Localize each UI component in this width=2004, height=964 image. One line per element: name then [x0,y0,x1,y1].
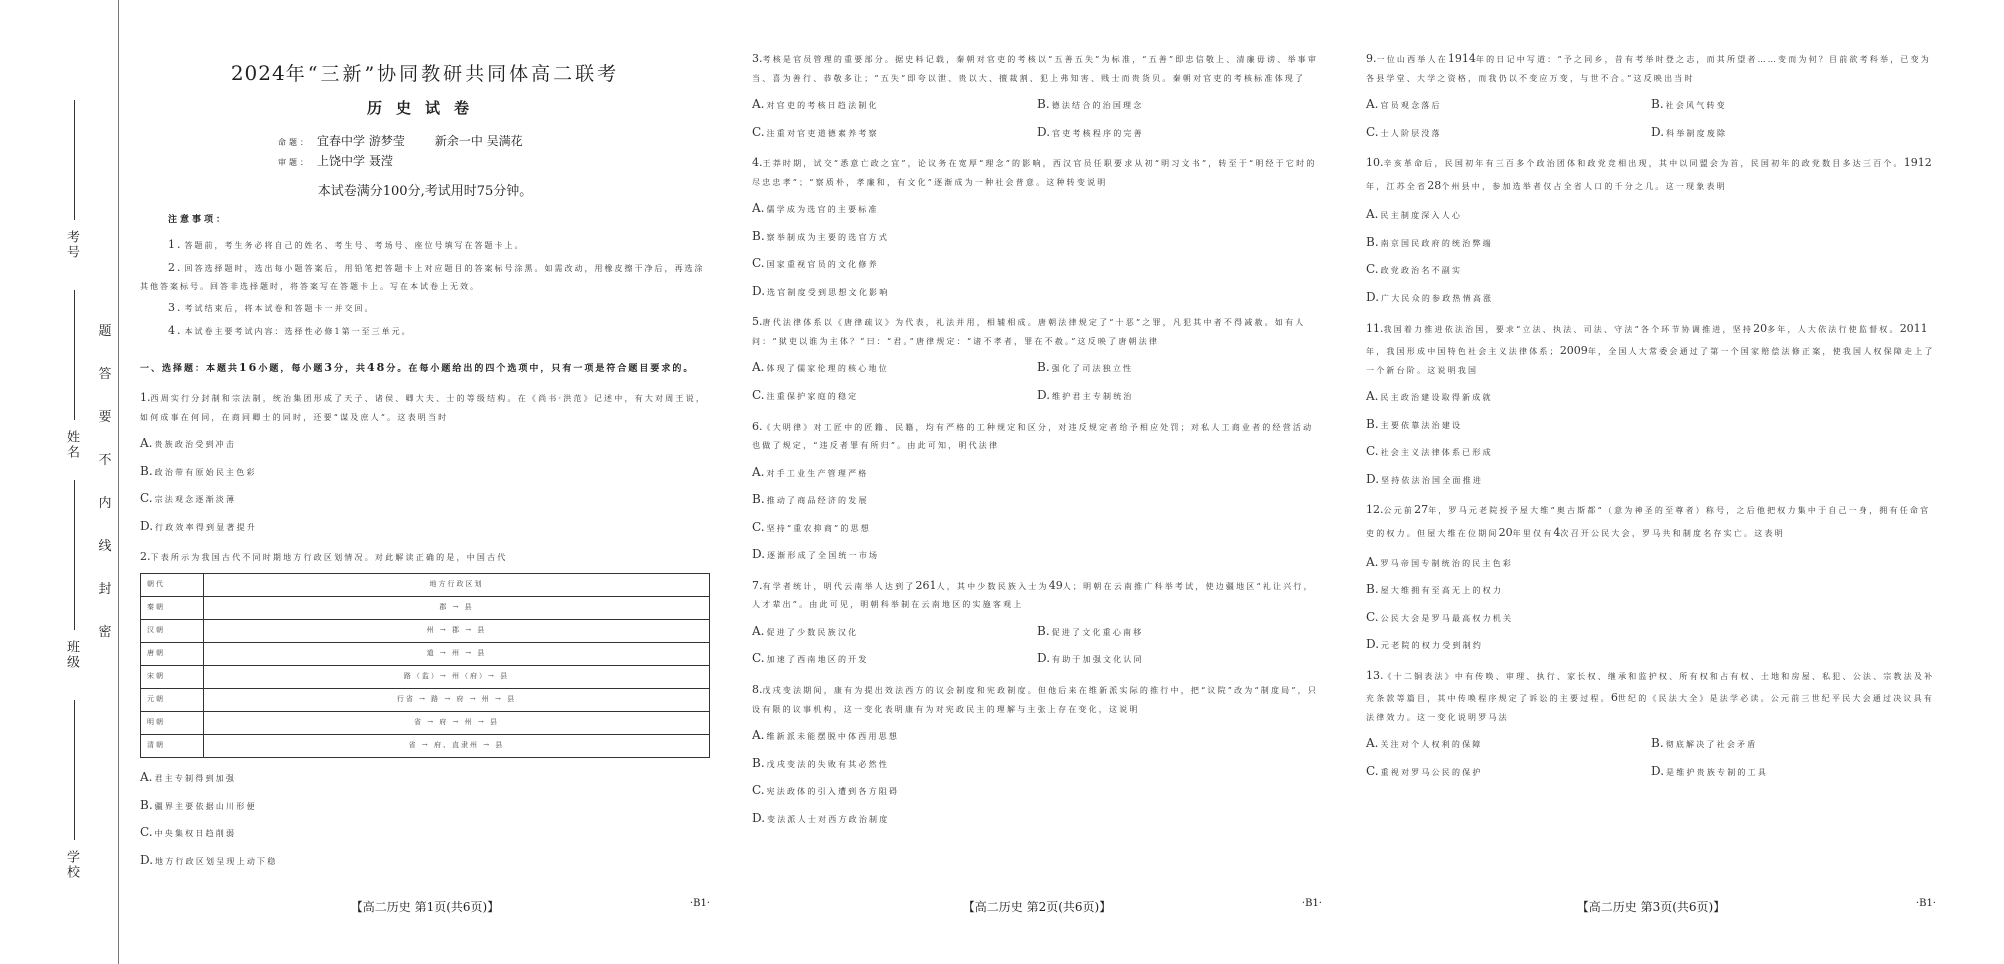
option-b[interactable]: B. 南京国民政府的统治弊端 [1366,234,1493,249]
page-footer-label: 【高二历史 第2页(共6页)】 [962,900,1112,914]
option-c[interactable]: C. 社会主义法律体系已形成 [1366,444,1493,459]
binding-margin [0,0,125,964]
question-11-options [1366,383,1936,493]
option-d[interactable]: D. 选官制度受到思想文化影响 [752,283,890,298]
option-c[interactable]: C. 坚持“重农抑商”的思想 [752,519,871,534]
full-score-note: 本试卷满分100分,考试用时75分钟。 [317,184,533,200]
question-8: 8.戊戌变法期间，康有为提出效法西方的议会制度和宪政制度。但他后来在维新派实际的推行中，把“议院”改为“制度局”，只设有限的议事机构，这一变化表明康有为对宪政民主的理解与主张上存在变化，这说明 [752,683,1319,714]
question-5: 5.唐代法律体系以《唐律疏议》为代表，礼法并用，相辅相成。唐朝法律规定了“十恶”之罪，凡犯其中者不得减赦。如有人问：“狱吏以谁为主体？”曰：“君。”唐律规定：“诸不孝者，罪在不赦。”这反映了唐朝法律 [752,315,1306,346]
question-13-options [1366,730,1936,785]
option-d[interactable]: D. 官吏考核程序的完善 [1037,124,1144,139]
option-c[interactable]: C. 士人阶层没落 [1366,124,1442,139]
table-row: 秦朝 郡 → 县 [141,596,710,619]
seal-char: 线 [98,539,112,554]
option-c[interactable]: C. 国家重视官员的文化修养 [752,256,879,271]
reviewer-key: 审题： [278,157,311,167]
question-12-options [1366,549,1936,659]
question-11: 11.我国着力推进依法治国，要求“立法、执法、司法、守法”各个环节协调推进，坚持20多年，人大依法行使监督权。2011年，我国形成中国特色社会主义法律体系；2009年，全国人大常委会通过了第一个国家赔偿法修正案，使我国人权保障走上了一个新台阶。这说明我国 [1366,321,1935,375]
option-a[interactable]: A. 罗马帝国专制统治的民主色彩 [1366,554,1514,569]
option-d[interactable]: D. 坚持依法治国全面推进 [1366,471,1484,486]
option-c[interactable]: C. 宪法政体的引入遭到各方阻碍 [752,783,900,798]
option-a[interactable]: A. 体现了儒家伦理的核心地位 [752,360,889,375]
notice-item: 3. 考试结束后，将本试卷和答题卡一并交回。 [168,300,375,314]
question-5-options [752,354,1322,409]
option-b[interactable]: B. 德法结合的治国理念 [1037,96,1144,111]
option-a[interactable]: A. 对手工业生产管理严格 [752,464,869,479]
name-line [74,290,75,420]
seal-char: 密 [98,625,112,640]
option-d[interactable]: D. 有助于加强文化认同 [1037,651,1144,666]
question-4: 4.王莽时期，试交“悉意亡政之宜”，论议务在宽厚“理念”的影响，西汉官员任职要求从初“明习文书”，转至于“明经于它时的尽忠忠孝”；“察质朴，孝廉和，有文化”逐渐成为一种社会普意。这种转变说明 [752,156,1317,187]
option-a[interactable]: A. 君主专制得到加强 [140,769,237,784]
seal-char: 要 [98,410,112,425]
option-c[interactable]: C. 加速了西南地区的开发 [752,651,869,666]
page-code: ·B1· [1301,898,1322,909]
table-row: 清朝 省 → 府、直隶州 → 县 [141,734,710,757]
setter-2: 新余一中 吴满花 [434,133,523,148]
margin-label-exam-number: 考号 [64,230,79,260]
option-d[interactable]: D. 逐渐形成了全国统一市场 [752,547,880,562]
option-c[interactable]: C. 注重保护家庭的稳定 [752,387,859,402]
school-line [74,700,75,840]
option-a[interactable]: A. 对官吏的考核日趋法制化 [752,96,879,111]
option-c[interactable]: C. 重视对罗马公民的保护 [1366,764,1483,778]
question-3: 3.考核是官员管理的重要部分。据史料记载，秦朝对官吏的考核以“五善五失”为标准，“五善”即忠信敬上、清廉毋谤、举事审当、喜为善行、恭敬多让；“五失”即夸以泄、贵以大、擅裁割、犯上弗知害、贱士而贵货贝。秦朝对官吏的考核标准体现了 [752,52,1319,83]
question-10-options [1366,201,1936,311]
question-10: 10.辛亥革命后，民国初年有三百多个政治团体和政党竞相出现，其中以同盟会为首，民国初年的政党数目多达三百个。1912年，江苏全省28个州县中，参加选举者仅占全省人口的千分之几。这一现象表明 [1366,156,1932,192]
question-2: 2.下表所示为我国古代不同时期地方行政区划情况。对此解读正确的是，中国古代 [140,550,508,564]
option-b[interactable]: B. 主要依靠法治建设 [1366,416,1463,431]
seal-char: 答 [98,367,112,382]
table-row: 元朝 行省 → 路 → 府 → 州 → 县 [141,688,710,711]
option-a[interactable]: A. 官员观念落后 [1366,96,1442,111]
table-row: 唐朝 道 → 州 → 县 [141,642,710,665]
question-9: 9.一位山西举人在1914年的日记中写道：“予之同乡，昔有考举时登之志，而其所望者……变而为何？目前欲考科举，已变为各县学堂、大学之资格，而我仍以不变应万变，与世不合。”这反映出当时 [1366,52,1931,83]
table-row: 明朝 省 → 府 → 州 → 县 [141,711,710,734]
class-line [74,480,75,630]
option-b[interactable]: B. 政治带有原始民主色彩 [140,463,257,478]
option-d[interactable]: D. 科举制度废除 [1651,124,1728,139]
question-9-options [1366,91,1936,146]
page-3-footer [1366,898,1936,915]
question-2-options [140,764,710,874]
option-a[interactable]: A. 民主制度深入人心 [1366,207,1463,222]
setter-key: 命题： [278,137,311,147]
reviewer: 上饶中学 聂滢 [317,153,393,168]
option-a[interactable]: A. 关注对个人权利的保障 [1366,736,1483,751]
option-d[interactable]: D. 广大民众的参政热情高涨 [1366,290,1494,304]
margin-label-school: 学校 [64,850,79,880]
option-a[interactable]: A. 贵族政治受到冲击 [140,435,237,450]
question-7: 7.有学者统计，明代云南举人达到了261人，其中少数民族入士为49人；明朝在云南推广科举考试，使边疆地区“礼让兴行，人才辈出”。由此可见，明朝科举制在云南地区的实施客观上 [752,578,1314,610]
notice-item: 1. 答题前，考生务必将自己的姓名、考生号、考场号、座位号填写在答题卡上。 [168,237,525,251]
option-b[interactable]: B. 社会风气转变 [1651,96,1727,111]
page-code: ·B1· [1915,898,1936,909]
margin-label-name: 姓名 [64,430,79,460]
option-a[interactable]: A. 民主政治建设取得新成就 [1366,389,1493,404]
option-b[interactable]: B. 彻底解决了社会矛盾 [1651,736,1758,751]
binding-line [118,0,119,964]
table-row: 朝代 地方行政区划 [141,573,710,596]
notice-item: 4. 本试卷主要考试内容：选择性必修1第一至三单元。 [168,323,412,337]
page-2 [752,48,1322,838]
question-1-options [140,430,710,540]
margin-label-class: 班级 [64,640,79,670]
seal-char: 内 [98,496,112,511]
option-d[interactable]: D. 是维护贵族专制的工具 [1651,764,1769,778]
page-footer-label: 【高二历史 第3页(共6页)】 [1576,900,1726,914]
seal-char: 封 [98,582,112,597]
option-b[interactable]: B. 强化了司法独立性 [1037,360,1134,375]
question-1: 1.西周实行分封制和宗法制，统治集团形成了天子、诸侯、卿大夫、士的等级结构。在《尚书·洪范》记述中，有大对周王说，如何成事在何同，在商同卿士的同时，还要“谋及庶人”。这表明当时 [140,391,707,422]
setter-1: 宜春中学 游梦莹 [317,133,405,148]
question-7-options [752,618,1322,673]
seal-char: 题 [98,324,112,339]
option-a[interactable]: A. 促进了少数民族汉化 [752,623,859,638]
option-d[interactable]: D. 变法派人士对西方政治制度 [752,810,890,825]
option-b[interactable]: B. 察举制成为主要的选官方式 [752,228,890,243]
option-d[interactable]: D. 元老院的权力受到制约 [1366,637,1484,652]
notice-title: 注意事项： [168,215,229,226]
option-a[interactable]: A. 维新派未能摆脱中体西用思想 [752,727,900,742]
question-6-options [752,459,1322,569]
option-b[interactable]: B. 屋大维拥有至高无上的权力 [1366,582,1504,597]
exam-number-line [74,100,75,220]
question-8-options [752,722,1322,832]
option-c[interactable]: C. 中央集权日趋削弱 [140,825,237,840]
option-b[interactable]: B. 促进了文化重心南移 [1037,623,1144,638]
notice-item: 2. 回答选择题时，选出每小题答案后，用铅笔把答题卡上对应题目的答案标号涂黑。如需改动，用橡皮擦干净后，再选涂其他答案标号。回答非选择题时，将答案写在答题卡上。写在本试卷上无效。 [140,260,705,291]
option-d[interactable]: D. 维护君主专制统治 [1037,387,1134,402]
option-d[interactable]: D. 地方行政区划呈现上动下稳 [140,852,278,867]
option-b[interactable]: B. 疆界主要依据山川形便 [140,797,257,812]
question-6: 6.《大明律》对工匠中的匠籍、民籍，均有严格的工种规定和区分，对违反规定者给予相应处罚；对私人工商业者的经营活动也做了规定，“违反者罪有所归”。由此可知，明代法律 [752,419,1314,451]
page-code: ·B1· [689,898,710,909]
admin-division-table [140,573,710,758]
option-c[interactable]: C. 公民大会是罗马最高权力机关 [1366,609,1514,624]
option-b[interactable]: B. 推动了商品经济的发展 [752,492,869,507]
section-heading: 一、选择题：本题共16小题，每小题3分，共48分。在每小题给出的四个选项中，只有一项是符合题目要求的。 [140,360,695,374]
page-3 [1366,48,1936,792]
seal-char: 不 [98,453,112,468]
option-c[interactable]: C. 宗法观念逐渐淡薄 [140,491,237,506]
seal-warning-text [96,320,114,664]
table-row: 汉朝 州 → 郡 → 县 [141,619,710,642]
exam-year: 2024 [230,61,286,85]
exam-title [140,56,710,90]
option-b[interactable]: B. 戊戌变法的失败有其必然性 [752,755,890,770]
page-1-footer [140,898,710,915]
exam-setters [278,132,710,172]
exam-subject: 历史试卷 [366,99,483,118]
page-2-footer [752,898,1322,915]
exam-title-text: 年“三新”协同教研共同体高二联考 [285,63,620,85]
option-d[interactable]: D. 行政效率得到显著提升 [140,518,258,533]
table-row: 宋朝 路（监）→ 州（府）→ 县 [141,665,710,688]
page-1 [140,48,710,880]
question-12: 12.公元前27年，罗马元老院授予屋大维“奥古斯都”（意为神圣的至尊者）称号，之后他把权力集中于自己一身，拥有任命官吏的权力。但屋大维在位期间20年里仅有4次召开公民大会，罗马共和制度名存实亡。这表明 [1366,503,1931,539]
question-3-options [752,91,1322,146]
question-4-options [752,195,1322,305]
option-c[interactable]: C. 政党政治名不副实 [1366,262,1463,277]
option-c[interactable]: C. 注重对官吏道德素养考察 [752,124,879,139]
page-footer-label: 【高二历史 第1页(共6页)】 [350,900,500,914]
question-13: 13.《十二铜表法》中有传唤、审理、执行、家长权、继承和监护权、所有权和占有权、土地和房屋、私犯、公法、宗教法及补充条款等篇目，其中传唤程序规定了诉讼的主要过程。6世纪的《民法大全》是法学必读。公元前三世纪平民大会通过决议具有法律效力。这一变化说明罗马法 [1366,668,1935,723]
option-a[interactable]: A. 儒学成为选官的主要标准 [752,201,879,216]
